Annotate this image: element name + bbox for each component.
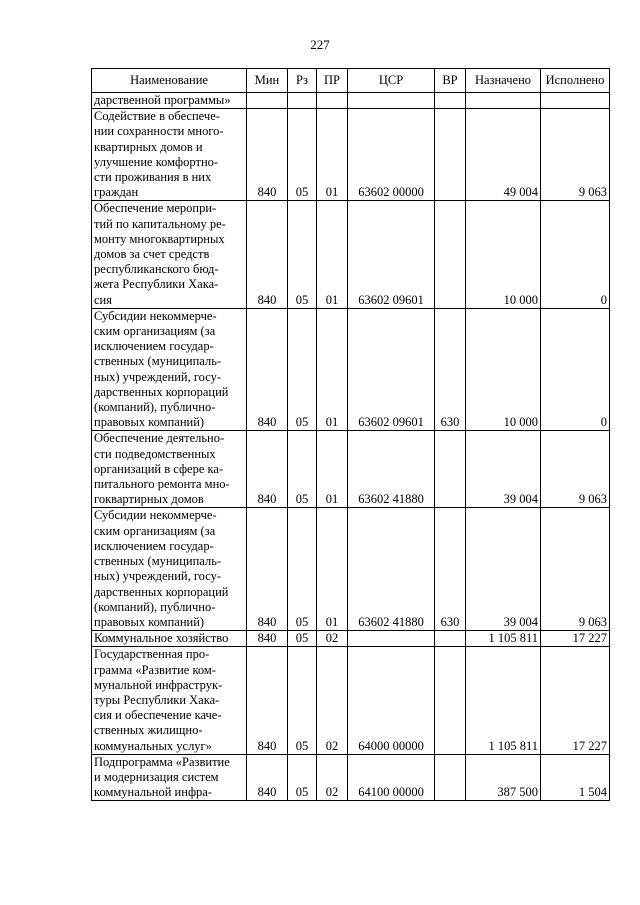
cell-pr: 01 (317, 431, 348, 508)
table-row (92, 308, 610, 431)
cell-min: 840 (247, 431, 288, 508)
cell-name-line: Содействие в обеспече- (94, 109, 220, 124)
cell-name-line: сти подведомственных (94, 446, 216, 461)
cell-assigned: 10 000 (466, 201, 541, 308)
cell-name-line: Государственная про- (94, 647, 210, 662)
cell-vr (435, 93, 466, 109)
cell-pr: 02 (317, 647, 348, 754)
cell-name-line: (компаний), публично- (94, 400, 216, 415)
cell-name (92, 631, 247, 647)
cell-name-line: гоквартирных домов (94, 492, 204, 507)
cell-rz: 05 (288, 508, 317, 631)
cell-name-line: домов за счет средств (94, 247, 210, 262)
cell-name (92, 508, 247, 631)
cell-name-line: правовых компаний) (94, 614, 205, 629)
cell-name-line: дарственных корпораций (94, 584, 229, 599)
cell-executed: 9 063 (541, 431, 610, 508)
cell-rz (288, 93, 317, 109)
cell-name-line: ственных (муниципаль- (94, 554, 222, 569)
header-min: Мин (247, 69, 288, 93)
cell-vr (435, 754, 466, 801)
cell-name (92, 109, 247, 201)
cell-name-line: жета Республики Хака- (94, 277, 219, 292)
cell-pr: 01 (317, 201, 348, 308)
cell-name-line: грамма «Развитие ком- (94, 662, 216, 677)
cell-name-line: нии сохранности много- (94, 124, 224, 139)
header-vr: ВР (435, 69, 466, 93)
cell-name-line: Коммунальное хозяйство (94, 631, 229, 646)
cell-name-line: исключением государ- (94, 339, 214, 354)
cell-name-line: и модернизация систем (94, 769, 219, 784)
cell-assigned: 39 004 (466, 431, 541, 508)
cell-name-line: сия и обеспечение каче- (94, 708, 222, 723)
cell-name-line: тий по капитальному ре- (94, 216, 226, 231)
cell-name-line: квартирных домов и (94, 139, 203, 154)
cell-min: 840 (247, 631, 288, 647)
cell-min: 840 (247, 308, 288, 431)
cell-vr (435, 431, 466, 508)
cell-rz: 05 (288, 201, 317, 308)
cell-csr: 63602 41880 (348, 508, 435, 631)
table-row (92, 754, 610, 801)
cell-name-line: улучшение комфортно- (94, 154, 219, 169)
cell-csr: 63602 09601 (348, 308, 435, 431)
cell-name-line: республиканского бюд- (94, 262, 219, 277)
cell-executed (541, 93, 610, 109)
cell-pr: 02 (317, 631, 348, 647)
page-number: 227 (310, 37, 330, 52)
cell-vr (435, 109, 466, 201)
cell-name-line: Подпрограмма «Развитие (94, 754, 230, 769)
cell-name-line: (компаний), публично- (94, 599, 216, 614)
cell-name-line: ским организациям (за (94, 324, 216, 339)
cell-min: 840 (247, 508, 288, 631)
cell-name-line: сти проживания в них (94, 170, 212, 185)
table-body (92, 93, 610, 801)
cell-name-line: питального ремонта мно- (94, 477, 230, 492)
cell-min: 840 (247, 647, 288, 754)
header-pr: ПР (317, 69, 348, 93)
cell-executed: 0 (541, 201, 610, 308)
table-row (92, 109, 610, 201)
cell-csr: 64100 00000 (348, 754, 435, 801)
cell-assigned: 1 105 811 (466, 647, 541, 754)
cell-name (92, 647, 247, 754)
cell-name-line: ственных (муниципаль- (94, 354, 222, 369)
cell-vr (435, 201, 466, 308)
cell-csr: 64000 00000 (348, 647, 435, 754)
cell-name-line: исключением государ- (94, 538, 214, 553)
cell-name-line: монту многоквартирных (94, 231, 225, 246)
cell-rz: 05 (288, 631, 317, 647)
cell-executed: 17 227 (541, 631, 610, 647)
cell-name (92, 308, 247, 431)
cell-min: 840 (247, 201, 288, 308)
cell-name (92, 93, 247, 109)
cell-name (92, 754, 247, 801)
cell-assigned: 10 000 (466, 308, 541, 431)
cell-vr: 630 (435, 308, 466, 431)
cell-name-line: граждан (94, 185, 139, 200)
cell-name-line: Субсидии некоммерче- (94, 308, 217, 323)
cell-vr (435, 647, 466, 754)
cell-executed: 17 227 (541, 647, 610, 754)
cell-name-line: Субсидии некоммерче- (94, 508, 217, 523)
table-row (92, 508, 610, 631)
header-assigned: Назначено (466, 69, 541, 93)
cell-pr (317, 93, 348, 109)
cell-assigned: 1 105 811 (466, 631, 541, 647)
cell-name-line: коммунальных услуг» (94, 738, 212, 753)
cell-pr: 02 (317, 754, 348, 801)
table-row (92, 201, 610, 308)
table-header-row (92, 69, 610, 93)
header-rz: Рз (288, 69, 317, 93)
cell-name-line: ским организациям (за (94, 523, 216, 538)
cell-rz: 05 (288, 308, 317, 431)
header-executed: Исполнено (541, 69, 610, 93)
table-row (92, 93, 610, 109)
cell-name-line: ных) учреждений, госу- (94, 369, 221, 384)
cell-min: 840 (247, 109, 288, 201)
cell-name (92, 201, 247, 308)
header-csr: ЦСР (348, 69, 435, 93)
cell-min (247, 93, 288, 109)
cell-csr (348, 93, 435, 109)
cell-executed: 9 063 (541, 109, 610, 201)
cell-pr: 01 (317, 109, 348, 201)
table-row (92, 431, 610, 508)
table-row (92, 647, 610, 754)
cell-name-line: мунальной инфраструк- (94, 677, 223, 692)
cell-executed: 1 504 (541, 754, 610, 801)
cell-name-line: организаций в сфере ка- (94, 461, 224, 476)
cell-csr: 63602 09601 (348, 201, 435, 308)
cell-pr: 01 (317, 508, 348, 631)
cell-rz: 05 (288, 109, 317, 201)
cell-name-line: дарственной программы» (94, 93, 231, 107)
table-row (92, 631, 610, 647)
cell-csr (348, 631, 435, 647)
cell-name-line: туры Республики Хака- (94, 692, 220, 707)
cell-assigned (466, 93, 541, 109)
cell-min: 840 (247, 754, 288, 801)
cell-executed: 9 063 (541, 508, 610, 631)
budget-table (91, 68, 610, 801)
cell-name-line: Обеспечение деятельно- (94, 431, 225, 446)
cell-name-line: правовых компаний) (94, 415, 205, 430)
cell-assigned: 49 004 (466, 109, 541, 201)
cell-vr: 630 (435, 508, 466, 631)
cell-name-line: ных) учреждений, госу- (94, 569, 221, 584)
cell-name (92, 431, 247, 508)
cell-name-line: коммунальной инфра- (94, 785, 212, 800)
cell-vr (435, 631, 466, 647)
cell-name-line: ственных жилищно- (94, 723, 203, 738)
header-name: Наименование (92, 69, 247, 93)
cell-name-line: Обеспечение меропри- (94, 201, 217, 216)
cell-name-line: дарственных корпораций (94, 384, 229, 399)
cell-rz: 05 (288, 754, 317, 801)
cell-rz: 05 (288, 647, 317, 754)
cell-csr: 63602 41880 (348, 431, 435, 508)
cell-executed: 0 (541, 308, 610, 431)
cell-assigned: 387 500 (466, 754, 541, 801)
cell-rz: 05 (288, 431, 317, 508)
cell-assigned: 39 004 (466, 508, 541, 631)
cell-name-line: сия (94, 292, 112, 307)
cell-csr: 63602 00000 (348, 109, 435, 201)
cell-pr: 01 (317, 308, 348, 431)
